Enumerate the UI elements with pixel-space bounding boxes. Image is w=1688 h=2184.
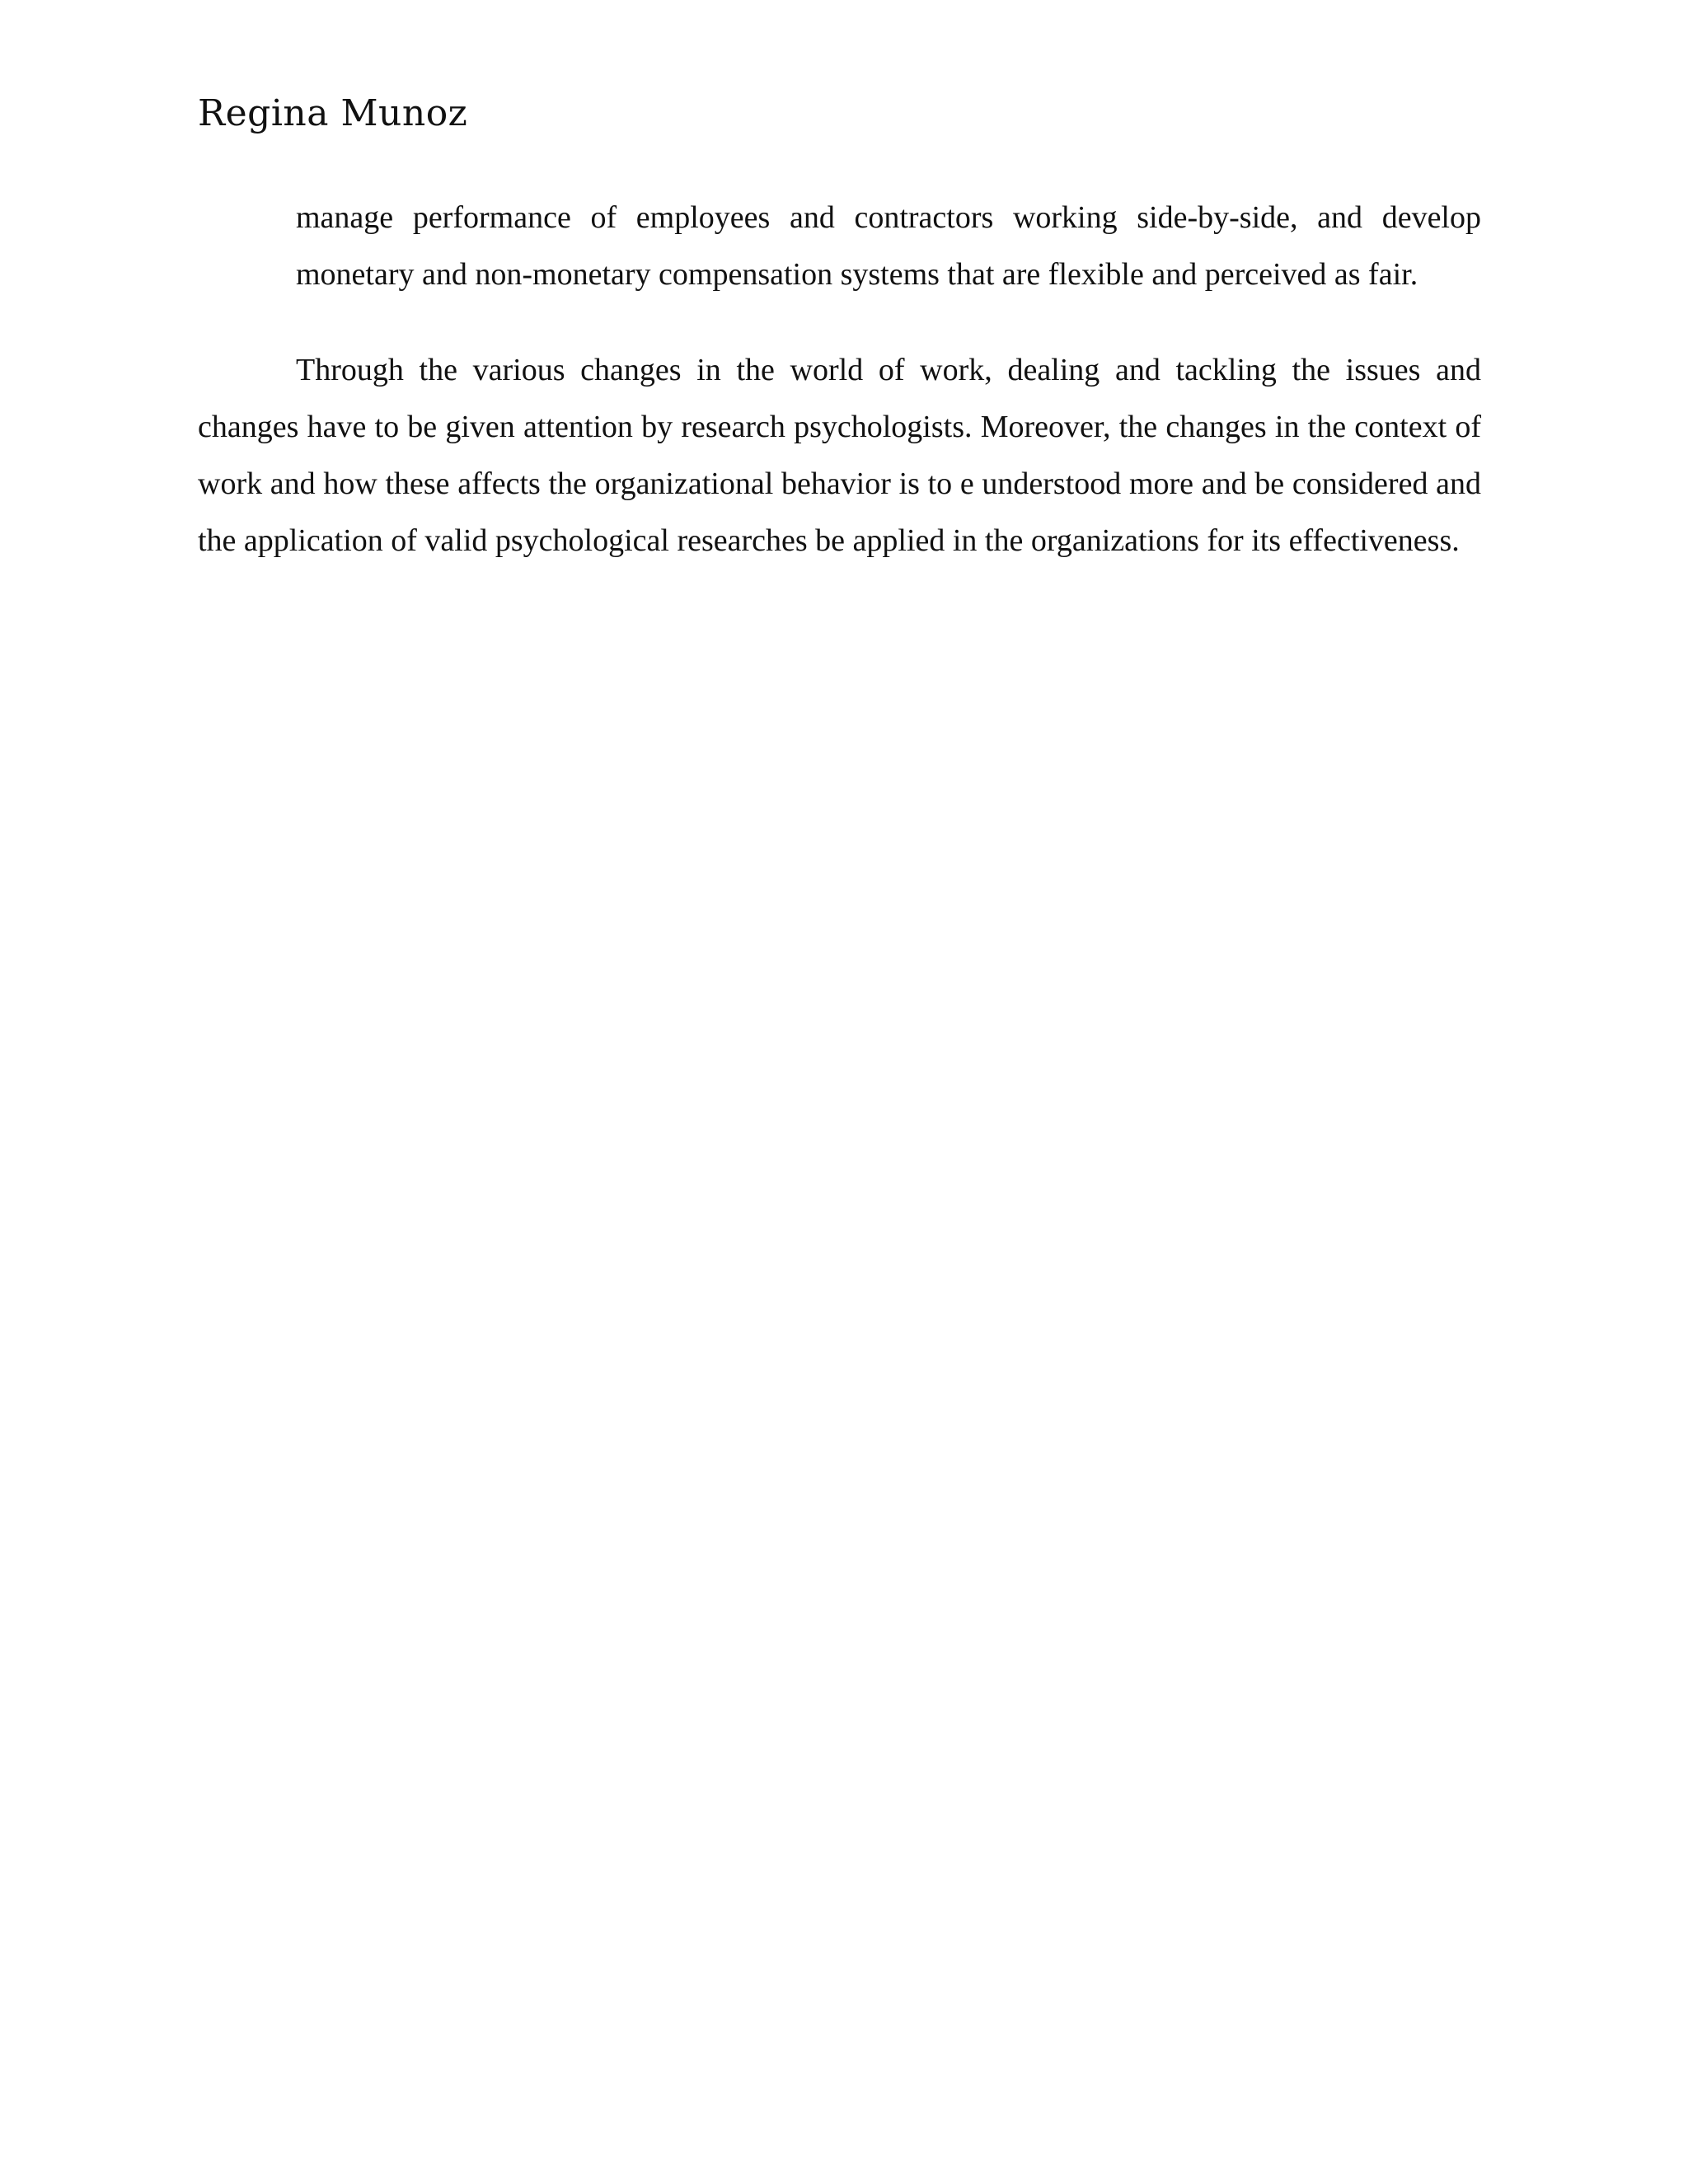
body-paragraph: Through the various changes in the world of work, dealing and tackling the issues and changes have to be given attention by research psychologists. Moreover, the changes in the context of work and how these affects the organizational behavior is to e understood more and be considered and the application of valid psychological researches be applied in the organizations for its effectiveness.	[198, 353, 1481, 558]
running-header-author: Regina Munoz	[198, 92, 468, 134]
continued-block-text: manage performance of employees and contractors working side-by-side, and develop monetary and non-monetary compensation systems that are flexible and perceived as fair.	[296, 200, 1481, 292]
